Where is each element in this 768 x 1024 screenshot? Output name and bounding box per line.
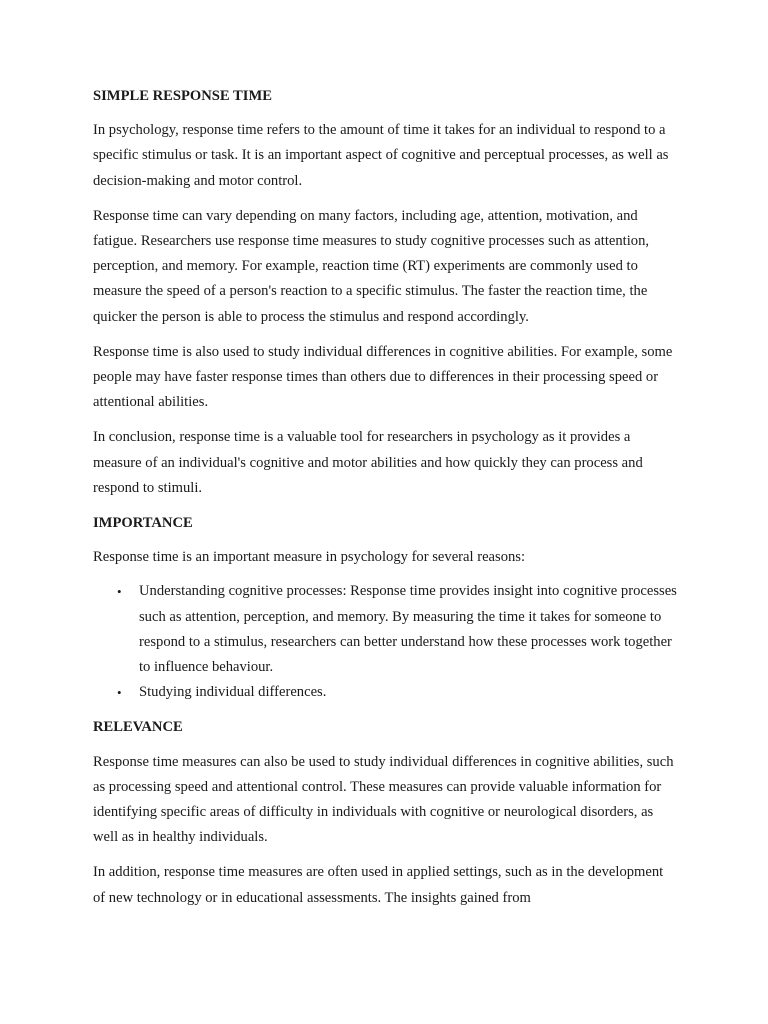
paragraph: Response time can vary depending on many factors, including age, attention, motivation, and fatigue. Researchers use response time measures to study cognitive processes such as attention, perception, and memory. For example, reaction time (RT) experiments are commonly used to measure the speed of a person's reaction to a specific stimulus. The faster the reaction time, the quicker the person is able to process the stimulus and respond accordingly. [93, 207, 650, 325]
list-item-text: Understanding cognitive processes: Response time provides insight into cognitive processes such as attention, perception, and memory. By measuring the time it takes for someone to respond to a stimulus, researchers can better understand how these processes work together to influence behaviour. [139, 583, 677, 676]
paragraph: In addition, response time measures are often used in applied settings, such as in the development of new technology or in educational assessments. The insights gained from [93, 864, 664, 906]
bullet-icon: • [117, 685, 122, 701]
document-body [93, 84, 678, 911]
paragraph: In psychology, response time refers to the amount of time it takes for an individual to respond to a specific stimulus or task. It is an important aspect of cognitive and perceptual processes, as well as decision-making and motor control. [93, 122, 669, 189]
section-heading: SIMPLE RESPONSE TIME [93, 88, 272, 104]
list-item-text: Studying individual differences. [139, 684, 327, 701]
paragraph: Response time is also used to study individual differences in cognitive abilities. For example, some people may have faster response times than others due to differences in their processing speed or attentional abilities. [93, 343, 673, 411]
section-importance [93, 511, 678, 705]
section-heading: RELEVANCE [93, 719, 183, 736]
bullet-list [93, 579, 678, 705]
paragraph: Response time measures can also be used to study individual differences in cognitive abilities, such as processing speed and attentional control. These measures can provide valuable information for identifying specific areas of difficulty in individuals with cognitive or neurological disorders, as well as in healthy individuals. [93, 753, 674, 846]
bullet-icon: • [117, 584, 122, 600]
section-relevance [93, 715, 678, 910]
list-item [93, 680, 678, 705]
section-simple-response-time [93, 84, 678, 501]
paragraph: In conclusion, response time is a valuable tool for researchers in psychology as it provides a measure of an individual's cognitive and motor abilities and how quickly they can process and respond to stimuli. [93, 429, 643, 496]
paragraph: Response time is an important measure in psychology for several reasons: [93, 549, 526, 566]
list-item [93, 579, 678, 680]
section-heading: IMPORTANCE [93, 515, 193, 532]
